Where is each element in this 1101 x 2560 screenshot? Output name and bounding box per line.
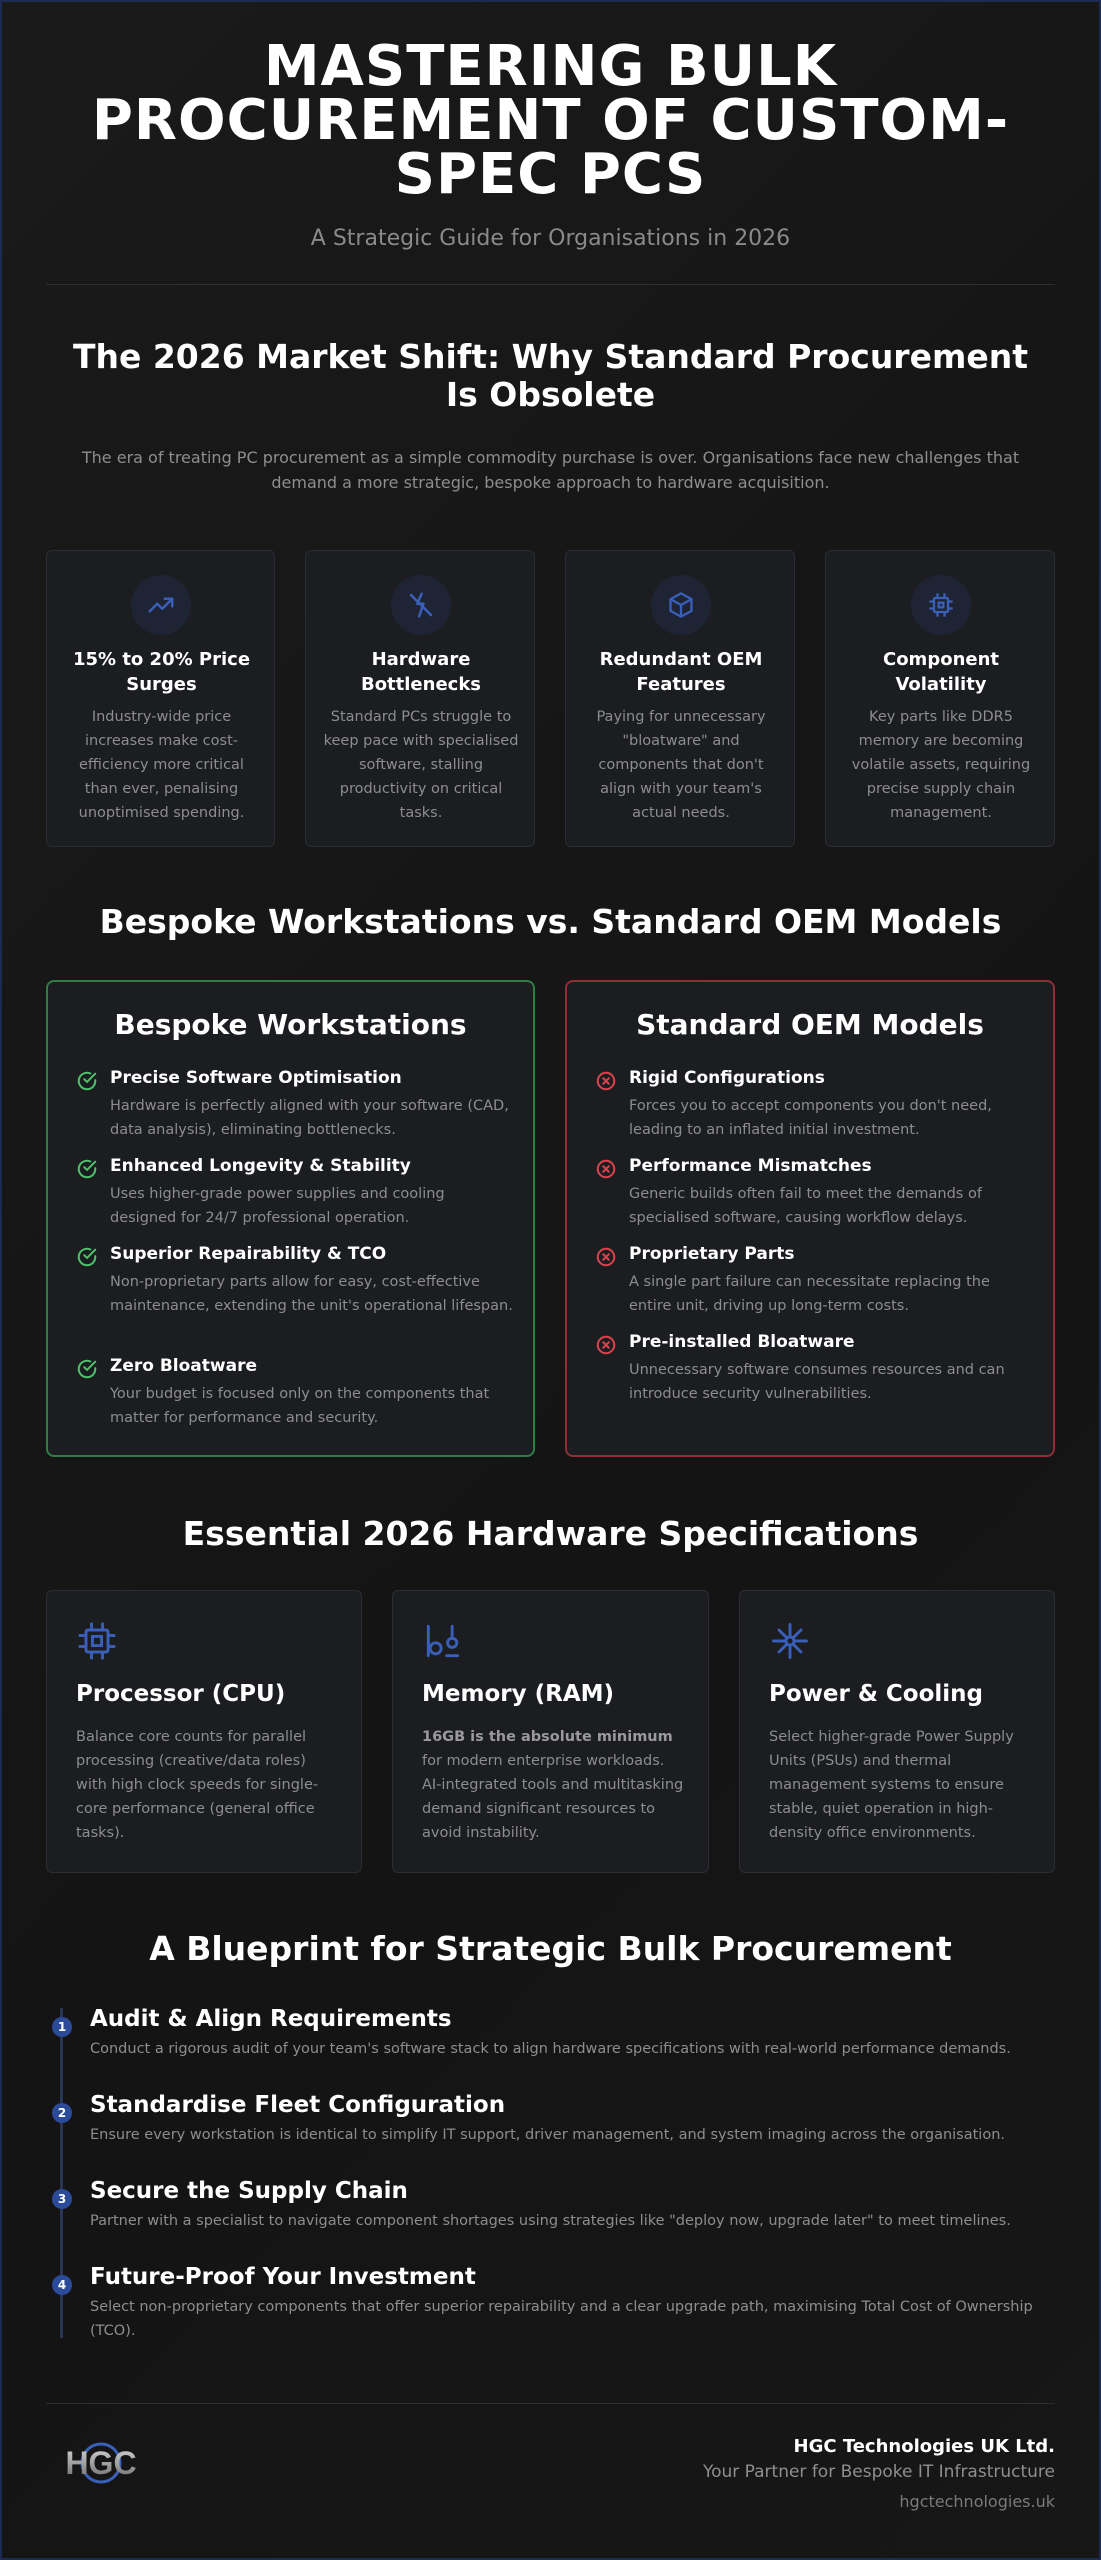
step-text: Select non-proprietary components that offer superior repairability and a clear upgrade path, maximising Total Cost of Ownership (TCO). [90, 2299, 1033, 2339]
market-lead: The era of treating PC procurement as a simple commodity purchase is over. Organisations face new challenges that demand a more strategic, bespoke approach to hardware acquisition. [81, 448, 1020, 492]
oem-item-text: Generic builds often fail to meet the demands of specialised software, causing workflow delays. [629, 1186, 982, 1226]
bespoke-panel-title: Bespoke Workstations [114, 1008, 467, 1041]
package-icon [651, 575, 711, 635]
challenge-title: Hardware Bottlenecks [360, 649, 482, 695]
challenge-text: Paying for unnecessary "bloatware" and components that don't align with your team's actual needs. [596, 709, 766, 821]
step-title: Audit & Align Requirements [90, 2006, 452, 2032]
check-circle-icon [76, 1070, 98, 1092]
oem-item-text: A single part failure can necessitate replacing the entire unit, driving up long-term costs. [629, 1274, 990, 1314]
step-text: Partner with a specialist to navigate component shortages using strategies like "deploy now, upgrade later" to meet timelines. [90, 2213, 1011, 2229]
spec-emphasis: 16GB is the absolute minimum [422, 1729, 673, 1745]
step-number-badge: 2 [52, 2103, 72, 2123]
challenge-title: 15% to 20% Price Surges [72, 649, 251, 695]
bespoke-item-text: Uses higher-grade power supplies and cooling designed for 24/7 professional operation. [110, 1186, 445, 1226]
trending-up-icon [131, 575, 191, 635]
step-number-badge: 4 [52, 2275, 72, 2295]
oem-item-title: Pre-installed Bloatware [629, 1332, 855, 1352]
x-circle-icon [595, 1334, 617, 1356]
footer-tagline: Your Partner for Bespoke IT Infrastructure [702, 2462, 1055, 2482]
step-number-badge: 1 [52, 2017, 72, 2037]
blueprint-section-title: A Blueprint for Strategic Bulk Procurement [149, 1929, 952, 1968]
cooling-fan-icon [768, 1619, 812, 1663]
spec-text [422, 1725, 688, 1845]
check-circle-icon [76, 1358, 98, 1380]
divider [46, 284, 1055, 285]
check-circle-icon [76, 1246, 98, 1268]
bespoke-item-text: Your budget is focused only on the components that matter for performance and security. [110, 1386, 490, 1426]
step-title: Standardise Fleet Configuration [90, 2092, 506, 2118]
bespoke-item-title: Superior Repairability & TCO [110, 1244, 387, 1264]
step-number-badge: 3 [52, 2189, 72, 2209]
challenge-card [46, 550, 275, 847]
oem-panel-title: Standard OEM Models [636, 1008, 984, 1041]
bespoke-item-title: Zero Bloatware [110, 1356, 257, 1376]
step-text: Conduct a rigorous audit of your team's software stack to align hardware specifications with real-world performance demands. [90, 2041, 1011, 2057]
challenge-card [825, 550, 1055, 847]
challenge-title: Component Volatility [882, 649, 1000, 695]
oem-item-title: Performance Mismatches [629, 1156, 872, 1176]
bespoke-item-text: Non-proprietary parts allow for easy, cost-effective maintenance, extending the unit's operational lifespan. [110, 1274, 513, 1314]
step-text: Ensure every workstation is identical to simplify IT support, driver management, and system imaging across the organisation. [90, 2127, 1006, 2143]
logo-text: HGC [65, 2445, 137, 2481]
oem-item-title: Rigid Configurations [629, 1068, 825, 1088]
page-title: MASTERING BULK PROCUREMENT OF CUSTOM-SPEC PCS [91, 34, 1010, 207]
market-section-title: The 2026 Market Shift: Why Standard Procurement Is Obsolete [72, 337, 1029, 414]
x-circle-icon [595, 1246, 617, 1268]
cpu-chip-icon [911, 575, 971, 635]
spec-title: Memory (RAM) [422, 1681, 615, 1707]
challenge-title: Redundant OEM Features [599, 649, 763, 695]
bespoke-item-text: Hardware is perfectly aligned with your software (CAD, data analysis), eliminating bottlenecks. [110, 1098, 509, 1138]
challenge-text: Standard PCs struggle to keep pace with specialised software, stalling productivity on critical tasks. [323, 709, 519, 821]
oem-item-text: Unnecessary software consumes resources and can introduce security vulnerabilities. [629, 1362, 1005, 1402]
bespoke-panel [46, 980, 535, 1457]
footer-url[interactable]: hgctechnologies.uk [899, 2492, 1055, 2511]
spec-card [46, 1590, 362, 1873]
step-title: Secure the Supply Chain [90, 2178, 408, 2204]
spec-text: Select higher-grade Power Supply Units (PSUs) and thermal management systems to ensure stable, quiet operation in high-density office environments. [769, 1729, 1014, 1841]
step-title: Future-Proof Your Investment [90, 2264, 476, 2290]
challenge-text: Industry-wide price increases make cost-efficiency more critical than ever, penalising unoptimised spending. [78, 709, 245, 821]
oem-panel [565, 980, 1055, 1457]
spec-title: Power & Cooling [769, 1681, 984, 1707]
bespoke-item-title: Enhanced Longevity & Stability [110, 1156, 411, 1176]
specs-section-title: Essential 2026 Hardware Specifications [182, 1514, 919, 1553]
spec-text-rest: for modern enterprise workloads. AI-integrated tools and multitasking demand significant resources to avoid instability. [422, 1753, 684, 1841]
challenge-card [565, 550, 795, 847]
spec-card [392, 1590, 709, 1873]
x-circle-icon [595, 1070, 617, 1092]
check-circle-icon [76, 1158, 98, 1180]
bespoke-item-title: Precise Software Optimisation [110, 1068, 402, 1088]
comparison-section-title: Bespoke Workstations vs. Standard OEM Models [99, 902, 1002, 941]
zap-off-icon [391, 575, 451, 635]
cpu-icon [75, 1619, 119, 1663]
page-subtitle: A Strategic Guide for Organisations in 2026 [310, 226, 791, 251]
spec-card [739, 1590, 1055, 1873]
oem-item-text: Forces you to accept components you don't need, leading to an inflated initial investment. [629, 1098, 992, 1138]
oem-item-title: Proprietary Parts [629, 1244, 795, 1264]
footer-divider [46, 2403, 1055, 2404]
challenge-card [305, 550, 535, 847]
spec-title: Processor (CPU) [76, 1681, 286, 1707]
footer-company: HGC Technologies UK Ltd. [793, 2436, 1055, 2457]
company-logo [46, 2441, 156, 2485]
memory-icon [421, 1619, 465, 1663]
challenge-text: Key parts like DDR5 memory are becoming volatile assets, requiring precise supply chain management. [851, 709, 1031, 821]
spec-text: Balance core counts for parallel processing (creative/data roles) with high clock speeds for single-core performance (general office tasks). [76, 1729, 319, 1841]
x-circle-icon [595, 1158, 617, 1180]
